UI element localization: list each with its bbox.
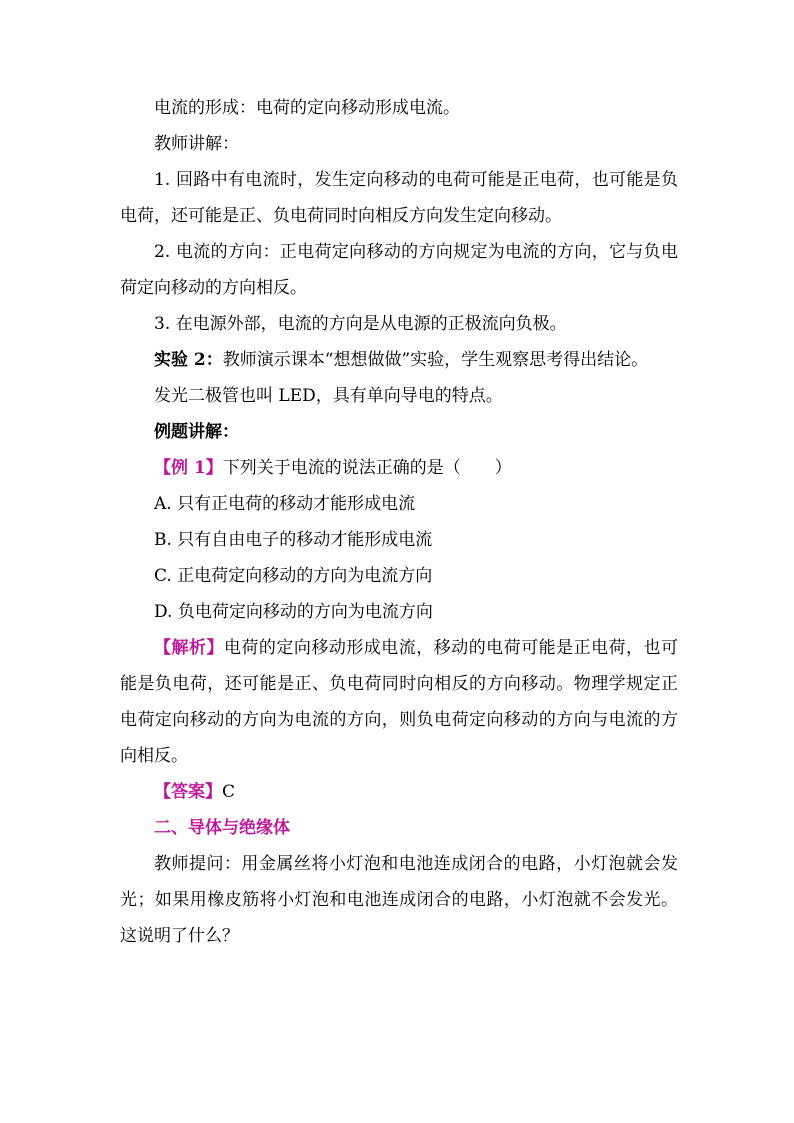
paragraph-teacher-explain: 教师讲解： — [154, 134, 239, 154]
document-body — [120, 90, 678, 954]
paragraph-current-formation: 电流的形成：电荷的定向移动形成电流。 — [154, 98, 460, 118]
analysis-text: 电荷的定向移动形成电流，移动的电荷可能是正电荷，也可能是负电荷，还可能是正、负电荷同时向相反的方向移动。物理学规定正电荷定向移动的方向为电流的方向，则负电荷定向移动的方向与电流的方向相反。 — [120, 638, 679, 766]
experiment-label: 实验 2： — [154, 350, 223, 370]
analysis-paragraph — [120, 630, 678, 774]
paragraph-teacher-question: 教师提问：用金属丝将小灯泡和电池连成闭合的电路，小灯泡就会发光；如果用橡皮筋将小灯泡和电池连成闭合的电路，小灯泡就不会发光。这说明了什么？ — [120, 854, 678, 946]
paragraph-point-1: 1. 回路中有电流时，发生定向移动的电荷可能是正电荷，也可能是负电荷，还可能是正、负电荷同时向相反方向发生定向移动。 — [120, 170, 678, 226]
option-b: B. 只有自由电子的移动才能形成电流 — [154, 530, 433, 550]
experiment-text: 教师演示课本“想想做做”实验，学生观察思考得出结论。 — [222, 350, 649, 370]
example-text: 下列关于电流的说法正确的是（ ） — [222, 458, 512, 478]
paragraph-point-3: 3. 在电源外部，电流的方向是从电源的正极流向负极。 — [154, 314, 567, 334]
example-tag: 【例 1】 — [154, 458, 223, 478]
paragraph-experiment-2 — [120, 342, 678, 378]
option-c: C. 正电荷定向移动的方向为电流方向 — [154, 566, 433, 586]
paragraph-example-heading: 例题讲解： — [154, 422, 239, 442]
paragraph-point-2: 2. 电流的方向：正电荷定向移动的方向规定为电流的方向，它与负电荷定向移动的方向相反。 — [120, 242, 678, 298]
example-question — [120, 450, 678, 486]
analysis-tag: 【解析】 — [154, 638, 224, 658]
paragraph-led: 发光二极管也叫 LED，具有单向导电的特点。 — [154, 386, 503, 406]
answer-tag: 【答案】 — [154, 782, 222, 802]
option-a: A. 只有正电荷的移动才能形成电流 — [154, 494, 416, 514]
answer-text: C — [222, 782, 236, 802]
answer-paragraph — [120, 774, 678, 810]
section-heading: 二、导体与绝缘体 — [154, 818, 290, 838]
option-d: D. 负电荷定向移动的方向为电流方向 — [154, 602, 433, 622]
